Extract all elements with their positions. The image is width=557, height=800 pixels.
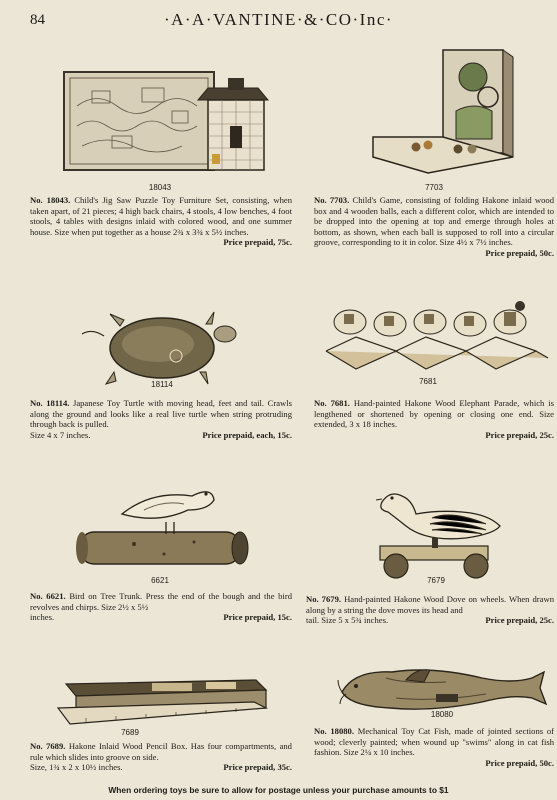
item-description — [30, 398, 292, 440]
item-description — [30, 195, 292, 248]
item-price: Price prepaid, 35c. — [223, 762, 292, 773]
item-price: Price prepaid, 50c. — [485, 247, 554, 258]
item-number: No. 7703. — [314, 195, 350, 205]
item-price: Price prepaid, 75c. — [223, 237, 292, 248]
item-price: Price prepaid, 50c. — [485, 757, 554, 768]
item-description — [306, 594, 554, 626]
item-size: Size 4 x 7 inches. — [30, 429, 91, 440]
item-description — [30, 591, 292, 623]
pencil-box-illustration — [56, 678, 278, 728]
figure-label: 7681 — [419, 377, 437, 386]
item-number: No. 7689. — [30, 741, 66, 751]
item-text: Child's Game, consisting of folding Hakone inlaid wood box and 4 wooden balls, each a different color, which are intended to be dropped into the opening at top and emerge through holes at bottom, as shown, when each ball is supposed to roll into a circular groove, corresponding to it in color. Size 4½ x 7½ inches. — [314, 195, 554, 248]
page-number: 84 — [30, 12, 45, 28]
item-text: Hakone Inlaid Wood Pencil Box. Has four compartments, and rule which slides into groove on side. — [30, 741, 292, 762]
item-price: Price prepaid, each, 15c. — [202, 429, 292, 440]
item-text: Mechanical Toy Cat Fish, made of jointed sections of wood; cleverly painted; when wound up "swims" along in cat fish fashion. Size 2¼ x 10 inches. — [314, 726, 554, 758]
item-price: Price prepaid, 25c. — [485, 429, 554, 440]
toy-turtle-illustration — [80, 306, 240, 388]
item-description — [314, 726, 554, 768]
masthead: ·A·A·VANTINE·&·CO·Inc· — [163, 10, 394, 29]
item-size: tail. Size 5 x 5¾ inches. — [306, 615, 389, 626]
dove-on-wheels-illustration — [372, 480, 502, 585]
item-text: Bird on Tree Trunk. Press the end of the bough and the bird revolves and chirps. Size 2½ x 5½ — [30, 591, 293, 612]
item-number: No. 18043. — [30, 195, 71, 205]
game-box-illustration — [368, 45, 543, 175]
item-text: Hand-painted Hakone Wood Dove on wheels. When drawn along by a string the dove moves its head and — [306, 594, 554, 615]
item-size: Size, 1¾ x 2 x 10½ inches. — [30, 762, 123, 773]
figure-label: 7679 — [427, 576, 445, 585]
item-description — [30, 741, 292, 773]
figure-label: 7689 — [121, 728, 139, 737]
item-number: No. 7681. — [314, 398, 350, 408]
item-text: Hand-painted Hakone Wood Elephant Parade, which is lengthened or shortened by opening or closing one end. Size extended, 3 x 18 inches. — [314, 398, 554, 430]
figure-label: 18080 — [430, 710, 454, 719]
item-text: Child's Jig Saw Puzzle Toy Furniture Set, consisting, when taken apart, of 21 pieces; 4 high back chairs, 4 stools, 4 low benches, 4 foot stools, 4 tables with designs inlaid with colored wood, and one summer house. Size when put together as a house 2¾ x 3¾ x 5½ inches. — [30, 195, 292, 237]
bird-on-trunk-illustration — [74, 484, 254, 574]
item-price: Price prepaid, 15c. — [223, 612, 292, 623]
elephant-parade-illustration — [318, 296, 553, 374]
item-number: No. 18080. — [314, 726, 354, 736]
puzzle-set-illustration — [62, 66, 282, 176]
item-price: Price prepaid, 25c. — [485, 615, 554, 626]
item-number: No. 6621. — [30, 591, 66, 601]
item-number: No. 18114. — [30, 398, 70, 408]
item-size: inches. — [30, 612, 55, 623]
figure-label: 7703 — [425, 183, 443, 192]
figure-label: 18043 — [148, 183, 172, 192]
footer-note: When ordering toys be sure to allow for postage unless your purchase amounts to $1 — [108, 785, 449, 795]
item-description — [314, 398, 554, 440]
item-text: Japanese Toy Turtle with moving head, feet and tail. Crawls along the ground and looks like a real live turtle when string protruding through back is pulled. — [30, 398, 292, 430]
item-number: No. 7679. — [306, 594, 342, 604]
figure-label: 6621 — [151, 576, 169, 585]
figure-label: 18114 — [151, 380, 173, 389]
item-description — [314, 195, 554, 259]
